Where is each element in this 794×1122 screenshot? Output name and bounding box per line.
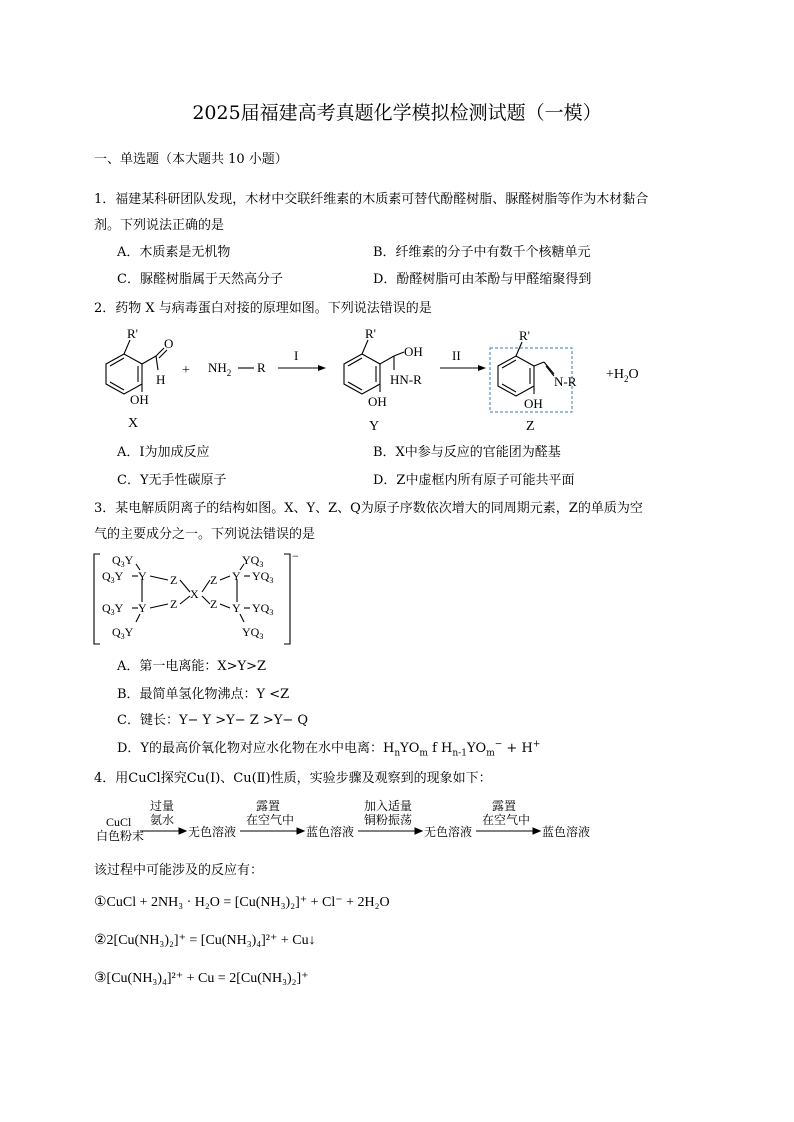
yq3-mid-right-1: $YQ_3$ — [252, 569, 274, 585]
q3-option-a: A．第一电离能：X>Y>Z — [117, 659, 267, 674]
q3-stem-line1: 3．某电解质阴离子的结构如图。X、Y、Z、Q为原子序数依次增大的同周期元素，Z的单质为空 — [94, 501, 643, 516]
yq3-mid-right-2: $YQ_3$ — [252, 601, 274, 617]
flow-arrow1-top: 过量 — [150, 799, 175, 813]
q3y-bottom-left: $Q_3Y$ — [112, 625, 134, 641]
q4-reaction-2: ②2[Cu(NH₃)₂]⁺ = [Cu(NH₃)₄]²⁺ + Cu↓ — [94, 933, 316, 948]
q2-option-a: A．Ⅰ为加成反应 — [117, 445, 210, 460]
q1-option-c: C．脲醛树脂属于天然高分子 — [117, 272, 283, 287]
flow-arrow1-bottom: 氨水 — [150, 813, 175, 827]
flow-arrow4-top: 露置 — [492, 799, 517, 813]
q3-option-c: C．键长：Y− Y >Y− Z >Y− Q — [117, 713, 309, 728]
z-oh: OH — [524, 396, 543, 411]
flow-start-cucl: CuCl — [106, 815, 132, 829]
flow-arrow3-top: 加入适量 — [364, 799, 413, 813]
flow-state2: 蓝色溶液 — [306, 825, 355, 839]
y-oh: OH — [368, 394, 387, 409]
yq3-top-right: $YQ_3$ — [242, 553, 264, 569]
q3-anion-structure — [92, 550, 312, 650]
plus-sign: + — [182, 363, 190, 378]
flow-arrow2-top: 露置 — [256, 799, 281, 813]
q3-stem-line2: 气的主要成分之一。下列说法错误的是 — [94, 527, 316, 542]
x-rprime: R' — [127, 326, 139, 341]
q1-stem-line1: 1．福建某科研团队发现，木材中交联纤维素的木质素可替代酚醛树脂、脲醛树脂等作为木材黏合 — [94, 192, 649, 207]
q1-option-b: B．纤维素的分子中有数千个核糖单元 — [373, 245, 591, 260]
flow-arrow4-bottom: 在空气中 — [482, 813, 531, 827]
q4-reaction-3: ③[Cu(NH₃)₄]²⁺ + Cu = 2[Cu(NH₃)₂]⁺ — [94, 971, 309, 986]
z-rprime: R' — [519, 328, 531, 343]
page-title: 2025届福建高考真题化学模拟检测试题（一模） — [192, 102, 602, 124]
q2-option-d: D．Z中虚框内所有原子可能共平面 — [373, 473, 575, 488]
flow-state4: 蓝色溶液 — [542, 825, 591, 839]
q2-option-c: C．Y无手性碳原子 — [117, 473, 227, 488]
q3y-mid-left-1: $Q_3Y$ — [102, 569, 124, 585]
q3-option-b: B．最简单氢化物沸点：Y <Z — [117, 687, 290, 702]
z-atom-right-top: Z — [210, 573, 218, 587]
y-atom-right-top: Y — [232, 569, 241, 583]
y-atom-left-top: Y — [138, 569, 147, 583]
z-atom-left-bottom: Z — [170, 597, 178, 611]
flow-arrow2-bottom: 在空气中 — [246, 813, 295, 827]
q3y-top-left: $Q_3Y$ — [112, 553, 134, 569]
x-h: H — [156, 372, 166, 387]
flow-state1: 无色溶液 — [188, 825, 237, 839]
label-y: Y — [369, 419, 380, 434]
q1-stem-line2: 剂。下列说法正确的是 — [94, 218, 225, 233]
q3y-mid-left-2: $Q_3Y$ — [102, 601, 124, 617]
q2-option-b: B．X中参与反应的官能团为醛基 — [373, 445, 561, 460]
step-ii-label: II — [452, 348, 461, 363]
q4-stem: 4．用CuCl探究Cu(Ⅰ)、Cu(Ⅱ)性质，实验步骤及观察到的现象如下： — [94, 771, 492, 786]
x-oh: OH — [130, 392, 149, 407]
z-atom-right-bottom: Z — [210, 597, 218, 611]
q4-intro: 该过程中可能涉及的反应有： — [94, 863, 264, 878]
z-n-r: N-R — [554, 374, 577, 389]
molecule-z — [498, 342, 554, 396]
q2-reaction-figure — [90, 326, 690, 436]
q4-flow-diagram — [92, 798, 612, 848]
q2-stem: 2．药物 X 与病毒蛋白对接的原理如图。下列说法错误的是 — [94, 301, 432, 316]
q3-option-d: D．Y的最高价氧化物对应水化物在水中电离：$H_nYO_m$ f $H_{n-1}YO_m^- + H^+$ — [117, 739, 541, 759]
y-atom-left-bottom: Y — [138, 601, 147, 615]
nh2-text: $NH_2$ — [208, 360, 232, 378]
y-atom-right-bottom: Y — [232, 601, 241, 615]
x-o: O — [164, 336, 174, 351]
y-oh-top: OH — [404, 344, 423, 359]
section-heading: 一、单选题（本大题共 10 小题） — [94, 152, 288, 167]
water-product: $+H_2O$ — [606, 367, 639, 384]
anion-charge: − — [292, 549, 299, 563]
y-hn-r: HN-R — [390, 372, 422, 387]
yq3-bottom-right: $YQ_3$ — [242, 625, 264, 641]
label-x: X — [128, 416, 139, 431]
label-z: Z — [526, 419, 535, 434]
y-rprime: R' — [365, 326, 377, 341]
flow-arrow3-bottom: 铜粉振荡 — [364, 813, 413, 827]
step-i-label: I — [294, 348, 299, 363]
flow-start-white-powder: 白色粉末 — [96, 829, 145, 843]
q4-reaction-1: ①CuCl + 2NH₃ · H₂O = [Cu(NH₃)₂]⁺ + Cl⁻ + 2H₂O — [94, 895, 390, 910]
x-atom-center: X — [190, 587, 199, 601]
q1-option-d: D．酚醛树脂可由苯酚与甲醛缩聚得到 — [373, 272, 592, 287]
flow-state3: 无色溶液 — [424, 825, 473, 839]
q1-option-a: A．木质素是无机物 — [117, 245, 231, 260]
z-atom-left-top: Z — [170, 573, 178, 587]
nh2-r: R — [257, 360, 266, 375]
